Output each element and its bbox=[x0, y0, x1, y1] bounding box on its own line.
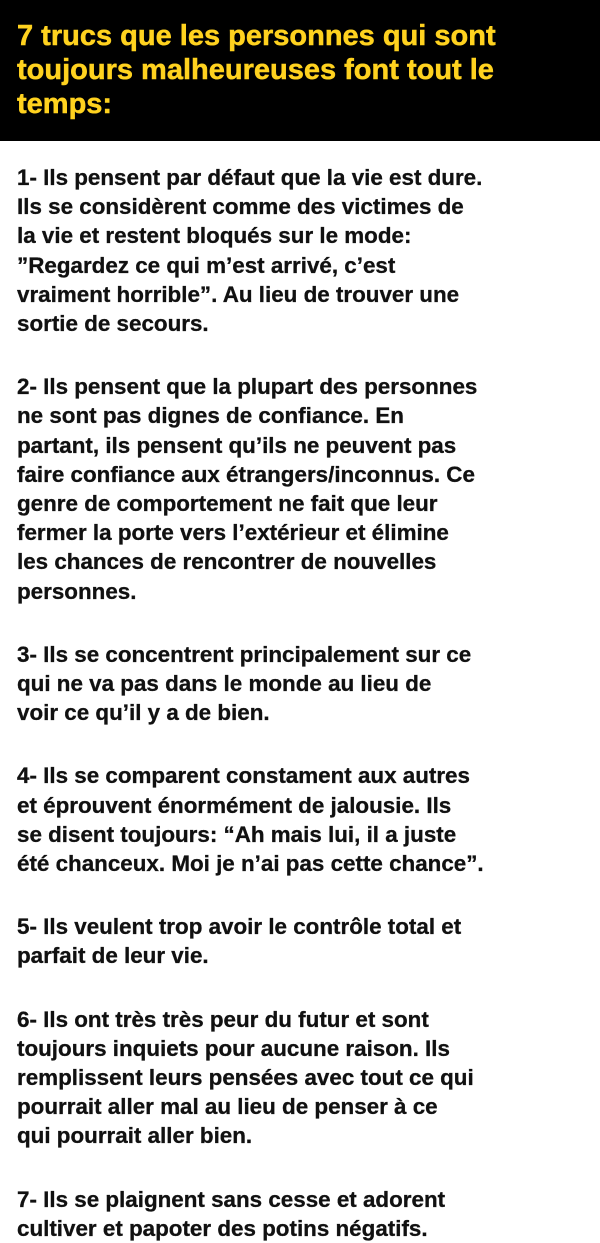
item-line: se disent toujours: “Ah mais lui, il a juste bbox=[17, 821, 457, 847]
item-line: qui ne va pas dans le monde au lieu de bbox=[17, 671, 432, 697]
item-line: cultiver et papoter des potins négatifs. bbox=[17, 1215, 428, 1241]
item-line: 5- Ils veulent trop avoir le contrôle total et bbox=[17, 914, 462, 940]
item-line: 1- Ils pensent par défaut que la vie est dure. bbox=[17, 165, 483, 190]
item-line: ”Regardez ce qui m’est arrivé, c’est bbox=[17, 252, 396, 278]
item-line: genre de comportement ne fait que leur bbox=[17, 491, 438, 517]
item-line: faire confiance aux étrangers/inconnus. Ce bbox=[17, 461, 475, 487]
item-line: les chances de rencontrer de nouvelles bbox=[17, 549, 437, 575]
list-item-3 bbox=[17, 640, 600, 728]
item-line: 3- Ils se concentrent principalement sur ce bbox=[17, 641, 472, 667]
list-item-2 bbox=[17, 372, 600, 606]
item-line: 2- Ils pensent que la plupart des personnes bbox=[17, 374, 478, 400]
list-item-4 bbox=[17, 761, 600, 878]
item-line: la vie et restent bloqués sur le mode: bbox=[17, 223, 412, 249]
item-line: vraiment horrible”. Au lieu de trouver une bbox=[17, 281, 460, 307]
item-line: et éprouvent énormément de jalousie. Ils bbox=[17, 792, 452, 818]
item-line: fermer la porte vers l’extérieur et élimine bbox=[17, 520, 449, 546]
list-item-7 bbox=[17, 1185, 600, 1243]
item-line: qui pourrait aller bien. bbox=[17, 1123, 253, 1149]
item-line: été chanceux. Moi je n’ai pas cette chance”. bbox=[17, 851, 484, 877]
list-item-6 bbox=[17, 1005, 600, 1151]
item-line: toujours inquiets pour aucune raison. Ils bbox=[17, 1035, 450, 1061]
item-line: sortie de secours. bbox=[17, 311, 209, 337]
item-line: parfait de leur vie. bbox=[17, 943, 209, 969]
item-line: Ils se considèrent comme des victimes de bbox=[17, 194, 464, 220]
title-line: 7 trucs que les personnes qui sont bbox=[17, 20, 496, 52]
title-line: temps: bbox=[17, 88, 113, 120]
item-line: pourrait aller mal au lieu de penser à ce bbox=[17, 1094, 438, 1120]
item-line: 6- Ils ont très très peur du futur et sont bbox=[17, 1006, 429, 1032]
list-item-5 bbox=[17, 912, 600, 970]
item-line: voir ce qu’il y a de bien. bbox=[17, 700, 270, 726]
item-line: partant, ils pensent qu’ils ne peuvent pas bbox=[17, 432, 457, 458]
item-line: personnes. bbox=[17, 578, 137, 604]
list-item-1 bbox=[17, 163, 600, 338]
list-body bbox=[0, 141, 600, 1243]
item-line: ne sont pas dignes de confiance. En bbox=[17, 403, 404, 429]
item-line: remplissent leurs pensées avec tout ce qui bbox=[17, 1065, 474, 1091]
title-banner bbox=[0, 0, 600, 141]
title-line: toujours malheureuses font tout le bbox=[17, 54, 494, 86]
item-line: 7- Ils se plaignent sans cesse et adorent bbox=[17, 1186, 446, 1212]
page-title bbox=[17, 19, 586, 121]
item-line: 4- Ils se comparent constament aux autres bbox=[17, 763, 470, 789]
